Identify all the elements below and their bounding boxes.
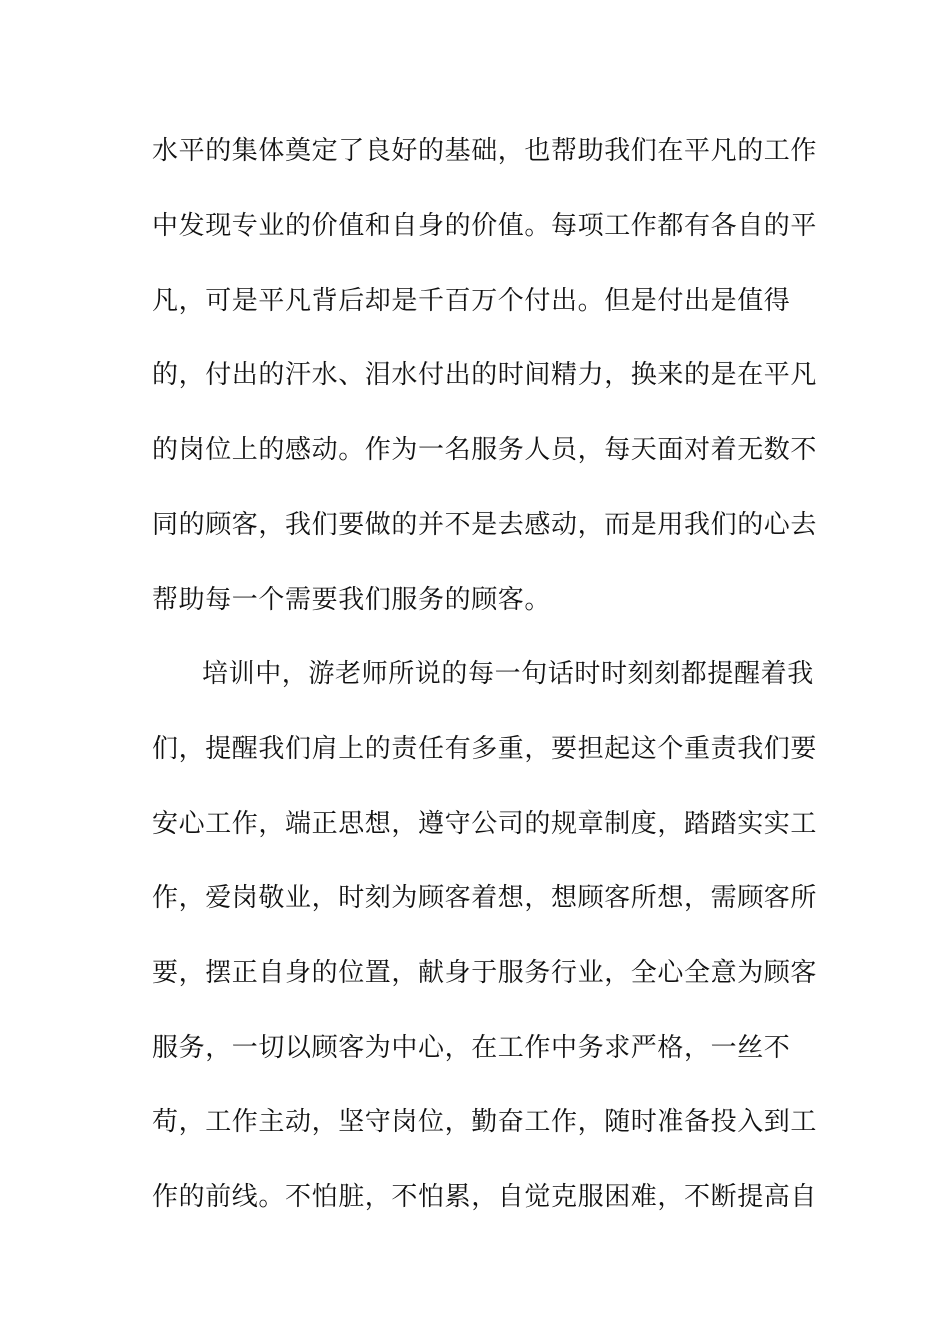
text-line: 要，摆正自身的位置，献身于服务行业，全心全意为顾客	[152, 958, 818, 988]
text-line: 作，爱岗敬业，时刻为顾客着想，想顾客所想，需顾客所	[152, 883, 818, 913]
text-line: 帮助每一个需要我们服务的顾客。	[152, 585, 552, 615]
text-line: 服务，一切以顾客为中心，在工作中务求严格，一丝不	[152, 1033, 791, 1063]
text-line: 中发现专业的价值和自身的价值。每项工作都有各自的平	[152, 211, 818, 241]
text-line: 们，提醒我们肩上的责任有多重，要担起这个重责我们要	[152, 734, 818, 764]
text-line: 的，付出的汗水、泪水付出的时间精力，换来的是在平凡	[152, 360, 818, 390]
text-line: 安心工作，端正思想，遵守公司的规章制度，踏踏实实工	[152, 809, 818, 839]
text-line: 同的顾客，我们要做的并不是去感动，而是用我们的心去	[152, 510, 818, 540]
text-line: 的岗位上的感动。作为一名服务人员，每天面对着无数不	[152, 435, 818, 465]
text-line: 水平的集体奠定了良好的基础，也帮助我们在平凡的工作	[152, 136, 818, 166]
text-line: 作的前线。不怕脏，不怕累，自觉克服困难，不断提高自	[152, 1182, 818, 1212]
text-line: 苟，工作主动，坚守岗位，勤奋工作，随时准备投入到工	[152, 1107, 818, 1137]
paragraph-first-line: 培训中，游老师所说的每一句话时时刻刻都提醒着我	[202, 659, 814, 689]
text-line: 凡，可是平凡背后却是千百万个付出。但是付出是值得	[152, 286, 791, 316]
